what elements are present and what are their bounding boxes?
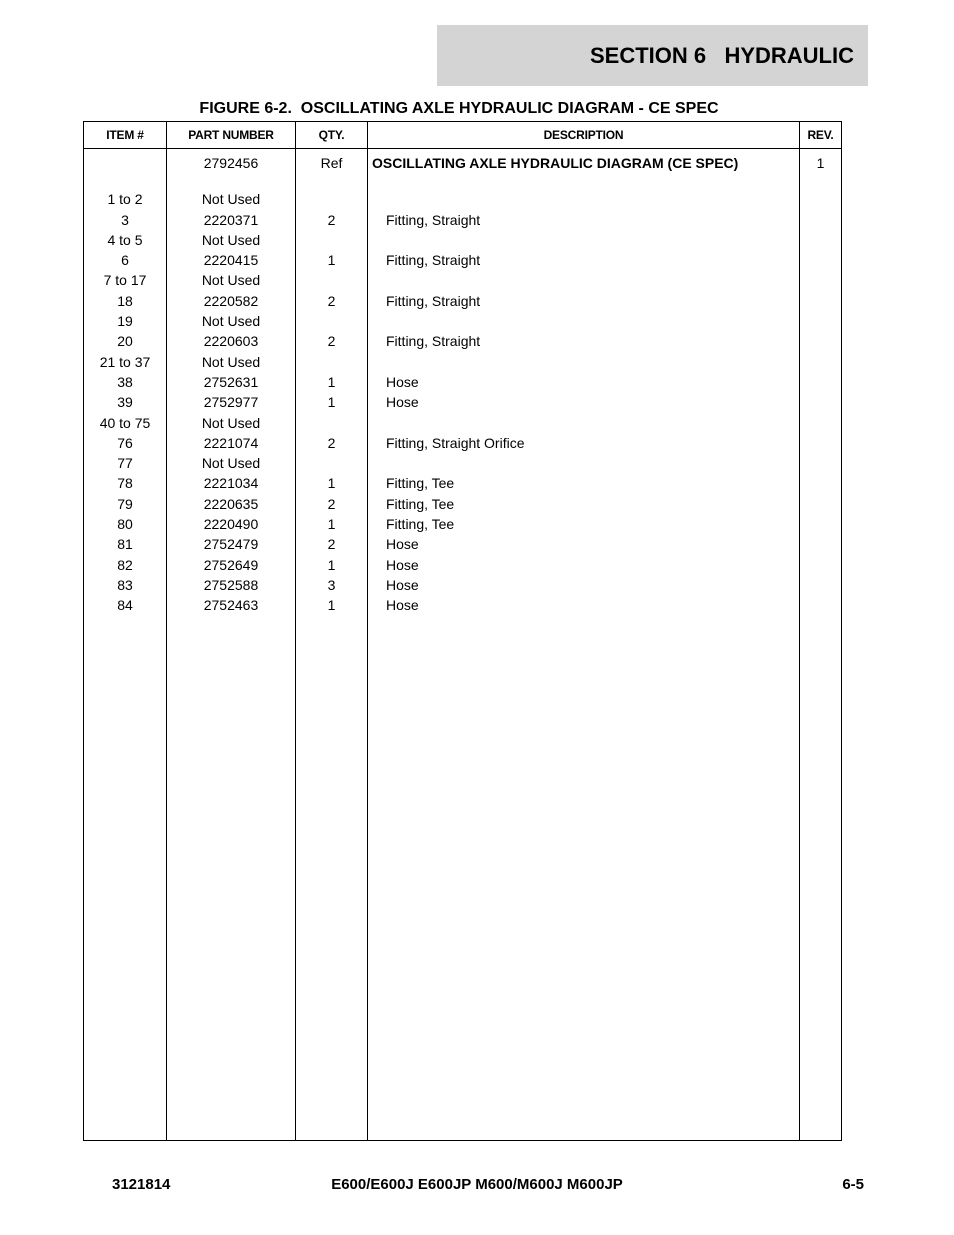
cell-qty: 2: [296, 534, 368, 554]
cell-part-number: 2752631: [167, 372, 296, 392]
cell-qty: 1: [296, 595, 368, 615]
table-row: [84, 433, 842, 453]
cell-part-number: Not Used: [167, 189, 296, 209]
cell-item: 77: [84, 453, 167, 473]
cell-part-number: 2752977: [167, 392, 296, 412]
cell-item: 21 to 37: [84, 352, 167, 372]
cell-rev: [800, 189, 842, 209]
cell-rev: [800, 453, 842, 473]
table-row: [84, 575, 842, 595]
filler-row: [84, 616, 842, 1141]
cell-part-number: Not Used: [167, 413, 296, 433]
cell-rev: 1: [800, 149, 842, 174]
cell-item: 83: [84, 575, 167, 595]
parts-table: [83, 121, 842, 1141]
cell-description: [368, 189, 800, 209]
cell-part-number: 2221034: [167, 473, 296, 493]
table-row: [84, 392, 842, 412]
cell-item: 7 to 17: [84, 270, 167, 290]
table-row: [84, 453, 842, 473]
column-header-qty: QTY.: [296, 122, 368, 149]
cell-description: Hose: [368, 392, 800, 412]
cell-rev: [800, 595, 842, 615]
cell-qty: [296, 413, 368, 433]
cell-part-number: Not Used: [167, 311, 296, 331]
table-row: [84, 331, 842, 351]
cell-part-number: Not Used: [167, 270, 296, 290]
cell-description: Fitting, Straight: [368, 250, 800, 270]
cell-qty: [296, 189, 368, 209]
cell-part-number: Not Used: [167, 453, 296, 473]
table-row: [84, 555, 842, 575]
cell-description: [368, 352, 800, 372]
cell-item: 19: [84, 311, 167, 331]
cell-qty: 2: [296, 331, 368, 351]
cell-qty: [296, 453, 368, 473]
cell-rev: [800, 210, 842, 230]
cell-description: Fitting, Straight: [368, 331, 800, 351]
cell-rev: [800, 413, 842, 433]
cell-description: Fitting, Tee: [368, 514, 800, 534]
cell-part-number: 2752649: [167, 555, 296, 575]
cell-part-number: 2220371: [167, 210, 296, 230]
cell-qty: 1: [296, 473, 368, 493]
cell-qty: Ref: [296, 149, 368, 174]
footer-page-number: 6-5: [842, 1176, 864, 1193]
cell-qty: [296, 230, 368, 250]
cell-item: 20: [84, 331, 167, 351]
cell-rev: [800, 555, 842, 575]
column-header-part-number: PART NUMBER: [167, 122, 296, 149]
cell-description: Fitting, Straight: [368, 210, 800, 230]
cell-item: 40 to 75: [84, 413, 167, 433]
cell-item: 3: [84, 210, 167, 230]
cell-rev: [800, 372, 842, 392]
cell-item: 84: [84, 595, 167, 615]
table-row: [84, 494, 842, 514]
column-header-description: DESCRIPTION: [368, 122, 800, 149]
cell-part-number: 2220635: [167, 494, 296, 514]
table-row: [84, 311, 842, 331]
table-row: [84, 514, 842, 534]
cell-description: OSCILLATING AXLE HYDRAULIC DIAGRAM (CE SPEC): [368, 149, 800, 174]
table-row: [84, 413, 842, 433]
cell-qty: [296, 311, 368, 331]
cell-qty: 1: [296, 555, 368, 575]
table-row: [84, 250, 842, 270]
cell-rev: [800, 433, 842, 453]
cell-rev: [800, 473, 842, 493]
cell-rev: [800, 494, 842, 514]
cell-item: 79: [84, 494, 167, 514]
cell-part-number: 2752479: [167, 534, 296, 554]
section-title: SECTION 6 HYDRAULIC: [589, 42, 854, 68]
cell-part-number: Not Used: [167, 352, 296, 372]
cell-qty: [296, 352, 368, 372]
cell-part-number: 2220582: [167, 291, 296, 311]
column-header-rev: REV.: [800, 122, 842, 149]
cell-rev: [800, 352, 842, 372]
cell-part-number: Not Used: [167, 230, 296, 250]
footer-doc-number: 3121814: [112, 1176, 171, 1193]
spacer-row: [84, 173, 842, 189]
cell-item: 80: [84, 514, 167, 534]
cell-rev: [800, 270, 842, 290]
cell-description: Hose: [368, 555, 800, 575]
cell-qty: 1: [296, 392, 368, 412]
cell-description: Fitting, Tee: [368, 473, 800, 493]
cell-part-number: 2220415: [167, 250, 296, 270]
cell-qty: 2: [296, 433, 368, 453]
cell-rev: [800, 534, 842, 554]
cell-rev: [800, 250, 842, 270]
table-row: [84, 210, 842, 230]
cell-rev: [800, 514, 842, 534]
cell-description: Fitting, Straight Orifice: [368, 433, 800, 453]
cell-part-number: 2752588: [167, 575, 296, 595]
cell-qty: 1: [296, 514, 368, 534]
cell-qty: 2: [296, 210, 368, 230]
cell-qty: 1: [296, 250, 368, 270]
cell-part-number: 2221074: [167, 433, 296, 453]
table-row: [84, 473, 842, 493]
cell-part-number: 2220603: [167, 331, 296, 351]
cell-description: [368, 230, 800, 250]
cell-rev: [800, 311, 842, 331]
cell-description: Hose: [368, 534, 800, 554]
cell-qty: 3: [296, 575, 368, 595]
cell-item: 1 to 2: [84, 189, 167, 209]
cell-description: Hose: [368, 595, 800, 615]
cell-item: 78: [84, 473, 167, 493]
cell-part-number: 2220490: [167, 514, 296, 534]
cell-description: [368, 453, 800, 473]
cell-item: 39: [84, 392, 167, 412]
table-row: [84, 372, 842, 392]
table-row: [84, 534, 842, 554]
table-row: [84, 270, 842, 290]
cell-description: [368, 311, 800, 331]
cell-rev: [800, 575, 842, 595]
cell-item: [84, 149, 167, 174]
cell-rev: [800, 230, 842, 250]
table-row: [84, 230, 842, 250]
cell-item: 4 to 5: [84, 230, 167, 250]
cell-qty: 1: [296, 372, 368, 392]
cell-description: Hose: [368, 575, 800, 595]
cell-description: Fitting, Straight: [368, 291, 800, 311]
cell-qty: 2: [296, 291, 368, 311]
assembly-row: [84, 149, 842, 174]
cell-item: 82: [84, 555, 167, 575]
cell-description: Fitting, Tee: [368, 494, 800, 514]
cell-item: 81: [84, 534, 167, 554]
cell-description: [368, 270, 800, 290]
cell-rev: [800, 331, 842, 351]
table-row: [84, 291, 842, 311]
cell-qty: 2: [296, 494, 368, 514]
cell-rev: [800, 291, 842, 311]
figure-title: FIGURE 6-2. OSCILLATING AXLE HYDRAULIC DIAGRAM - CE SPEC: [199, 100, 719, 117]
cell-item: 76: [84, 433, 167, 453]
cell-part-number: 2752463: [167, 595, 296, 615]
cell-part-number: 2792456: [167, 149, 296, 174]
section-header: [437, 25, 868, 86]
cell-item: 6: [84, 250, 167, 270]
table-row: [84, 595, 842, 615]
table-header-row: [84, 122, 842, 149]
cell-item: 38: [84, 372, 167, 392]
cell-qty: [296, 270, 368, 290]
cell-description: Hose: [368, 372, 800, 392]
table-row: [84, 189, 842, 209]
table-row: [84, 352, 842, 372]
column-header-item: ITEM #: [84, 122, 167, 149]
cell-item: 18: [84, 291, 167, 311]
cell-description: [368, 413, 800, 433]
cell-rev: [800, 392, 842, 412]
footer-models: E600/E600J E600JP M600/M600J M600JP: [331, 1176, 623, 1193]
